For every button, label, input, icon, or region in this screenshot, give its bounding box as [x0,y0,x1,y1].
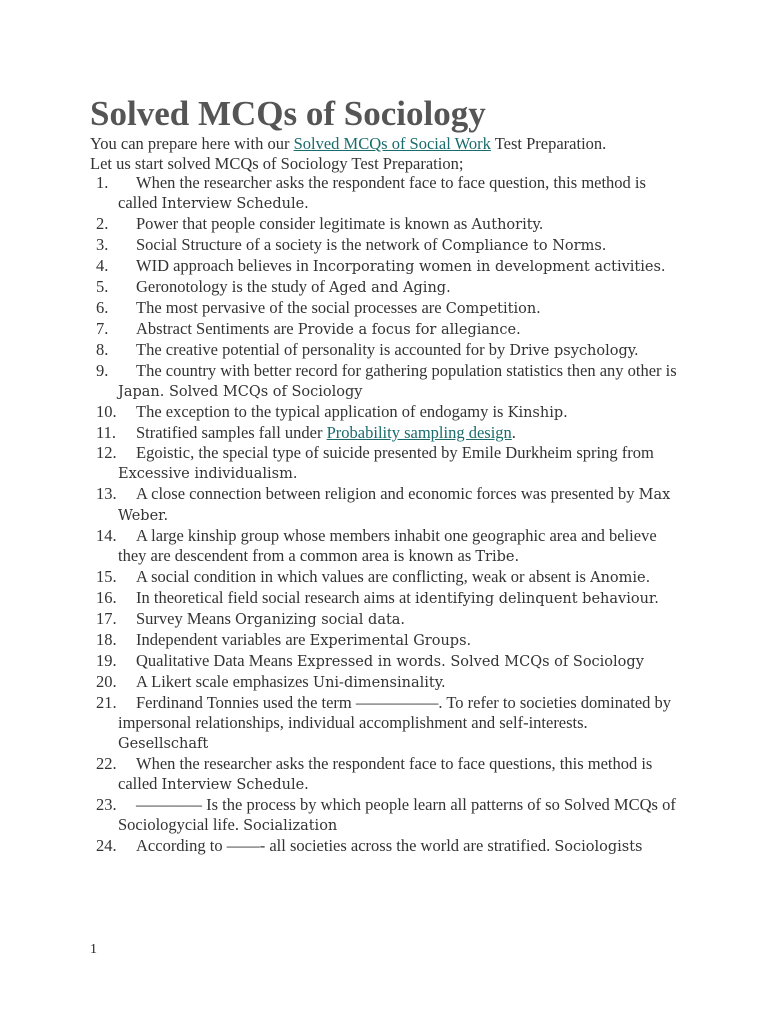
mcq-item [0,402,678,423]
mcq-answer: Interview Schedule. [161,196,309,212]
mcq-answer: Drive psychology. [509,343,639,359]
mcq-item [0,526,678,567]
mcq-item-number: 13. [96,484,117,503]
mcq-question: Independent variables are [136,630,310,649]
mcq-item-number: 16. [96,588,117,607]
mcq-question: A large kinship group whose members inhabit one geographic area and believe they are descendent from a common area is known as [118,526,657,565]
mcq-question: The creative potential of personality is accounted for by [136,340,510,359]
mcq-question: Power that people consider legitimate is known as [136,214,472,233]
mcq-item-number: 23. [96,795,117,814]
mcq-item-number: 6. [96,298,109,317]
mcq-item-number: 8. [96,340,109,359]
mcq-item-text [100,340,678,361]
page-number: 1 [90,942,97,957]
mcq-item [0,836,678,857]
mcq-item-text [100,651,678,672]
mcq-item-text [100,235,678,256]
mcq-answer: Sociologists [554,839,643,855]
mcq-item-number: 14. [96,526,117,545]
mcq-question: Abstract Sentiments are [136,319,298,338]
mcq-question: The country with better record for gathering population statistics then any other is [136,361,677,380]
mcq-question: Social Structure of a society is the network of [136,235,442,254]
mcq-answer: Provide a focus for allegiance. [297,322,521,338]
mcq-item [0,588,678,609]
mcq-item-text [100,588,678,609]
mcq-answer: Compliance to Norms. [441,238,607,254]
mcq-item-text [100,402,678,423]
mcq-item-number: 15. [96,567,117,586]
intro-line-1 [90,134,730,154]
mcq-item-number: 3. [96,235,109,254]
mcq-question: A social condition in which values are conflicting, weak or absent is [136,567,591,586]
mcq-item-number: 10. [96,402,117,421]
mcq-question: When the researcher asks the respondent face to face questions, this method is called [118,754,653,793]
mcq-item-text [100,361,678,402]
mcq-item [0,609,678,630]
mcq-item-number: 20. [96,672,117,691]
mcq-answer: Kinship. [507,405,568,421]
mcq-answer: Organizing social data. [234,612,406,628]
mcq-item-text [100,567,678,588]
mcq-answer: Tribe. [475,549,520,565]
mcq-item [0,214,678,235]
mcq-answer: Interview Schedule. [161,777,309,793]
mcq-question: Ferdinand Tonnies used the term —————. To refer to societies dominated by impersonal relationships, individual accomplishment and self-interests. [118,693,672,732]
mcq-answer-link[interactable]: Probability sampling design [326,423,512,442]
intro-text-after: Test Preparation. [490,134,607,153]
mcq-item-number: 18. [96,630,117,649]
mcq-question: Stratified samples fall under [136,423,327,442]
mcq-item-text [100,214,678,235]
mcq-item [0,298,678,319]
mcq-item [0,361,678,402]
mcq-answer: Expressed in words. Solved MCQs of Sociology [296,654,644,670]
mcq-item [0,340,678,361]
mcq-item [0,672,678,693]
mcq-item-number: 17. [96,609,117,628]
mcq-question: Egoistic, the special type of suicide presented by Emile Durkheim spring from [136,443,654,462]
mcq-item-text [100,173,678,214]
mcq-answer: Competition. [445,301,541,317]
intro-text-before: You can prepare here with our [90,134,294,153]
mcq-item-text [100,526,678,567]
mcq-item [0,795,678,836]
mcq-item-text [100,423,678,443]
intro-line-2: Let us start solved MCQs of Sociology Test Preparation; [90,153,464,173]
mcq-item-number: 1. [96,173,109,192]
mcq-item-number: 24. [96,836,117,855]
mcq-question: Survey Means [136,609,235,628]
mcq-item-number: 4. [96,256,109,275]
mcq-answer: Uni-dimensinality. [312,675,446,691]
mcq-question: The most pervasive of the social processes are [136,298,446,317]
mcq-item [0,754,678,795]
mcq-item-number: 21. [96,693,117,712]
mcq-question: A close connection between religion and economic forces was presented by [136,484,639,503]
mcq-item-text [100,443,678,484]
mcq-item-number: 11. [96,423,117,442]
mcq-question: The exception to the typical application of endogamy is [136,402,508,421]
mcq-question: Qualitative Data Means [136,651,297,670]
mcq-item-text [100,672,678,693]
mcq-item-number: 2. [96,214,109,233]
mcq-item [0,651,678,672]
mcq-item-text [100,693,678,754]
mcq-item [0,443,678,484]
mcq-answer: Incorporating women in development activities. [312,259,666,275]
mcq-item [0,319,678,340]
mcq-item-text [100,319,678,340]
intro-paragraph [90,134,730,173]
mcq-answer: identifying delinquent behaviour. [415,591,659,607]
mcq-question: Geronotology is the study of [136,277,329,296]
mcq-question: WID approach believes in [136,256,313,275]
mcq-item-text [100,836,678,857]
social-work-mcqs-link[interactable]: Solved MCQs of Social Work [293,134,491,153]
mcq-answer: Excessive individualism. [118,466,298,482]
mcq-item-number: 12. [96,443,117,462]
mcq-question: In theoretical field social research aims at [136,588,415,607]
mcq-item-number: 7. [96,319,109,338]
mcq-answer-suffix: . [511,423,516,442]
mcq-item [0,567,678,588]
mcq-item [0,277,678,298]
mcq-item [0,630,678,651]
mcq-answer: Max Weber. [118,487,671,524]
mcq-answer: Aged and Aging. [328,280,451,296]
mcq-item-text [100,298,678,319]
mcq-item [0,484,678,526]
mcq-item [0,256,678,277]
mcq-item-text [100,484,678,526]
mcq-item [0,235,678,256]
mcq-question: According to ——- all societies across the world are stratified. [136,836,555,855]
mcq-item [0,693,678,754]
mcq-item-text [100,277,678,298]
mcq-item-number: 19. [96,651,117,670]
mcq-answer: Authority. [471,217,544,233]
page-title: Solved MCQs of Sociology [90,94,486,133]
mcq-item-text [100,795,678,836]
mcq-item-number: 22. [96,754,117,773]
mcq-item-text [100,754,678,795]
mcq-answer: Japan. Solved MCQs of Sociology [118,384,363,400]
mcq-answer: Experimental Groups. [309,633,472,649]
mcq-item-text [100,609,678,630]
mcq-item-number: 5. [96,277,109,296]
mcq-question: When the researcher asks the respondent face to face question, this method is called [118,173,646,212]
mcq-question: ———— Is the process by which people learn all patterns of so Solved MCQs of Sociologycial life. [118,795,676,834]
mcq-answer: Gesellschaft [118,736,209,752]
mcq-item-text [100,630,678,651]
mcq-answer: Socialization [243,818,338,834]
mcq-item-text [100,256,678,277]
mcq-item-number: 9. [96,361,109,380]
mcq-answer: Anomie. [590,570,651,586]
mcq-item [0,173,678,214]
mcq-item [0,423,678,443]
mcq-list [0,173,768,857]
mcq-question: A Likert scale emphasizes [136,672,313,691]
